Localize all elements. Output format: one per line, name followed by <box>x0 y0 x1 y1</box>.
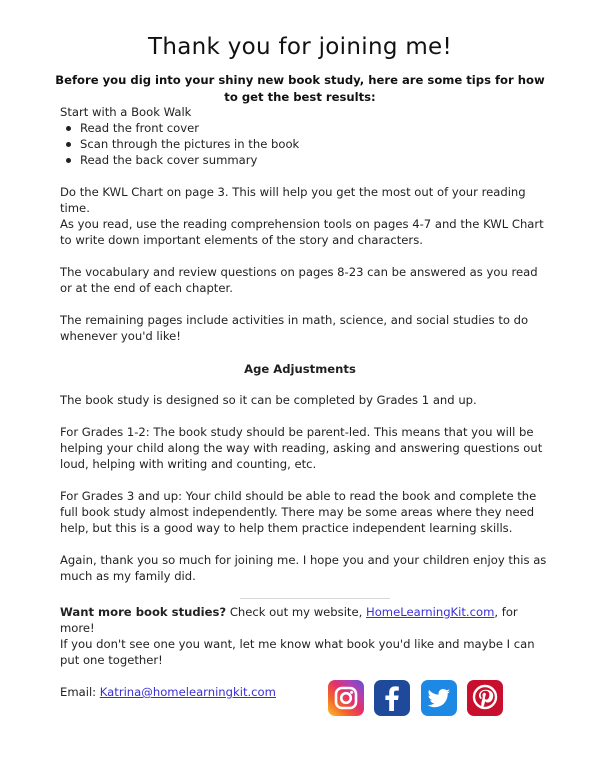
age-intro: The book study is designed so it can be completed by Grades 1 and up. <box>60 393 477 407</box>
social-icons <box>328 680 508 717</box>
tip-comprehension-tools: As you read, use the reading comprehension tools on pages 4-7 and the KWL Chart to write down important elements of the story and characters. <box>60 217 544 247</box>
list-item: Scan through the pictures in the book <box>60 136 540 152</box>
tip-remaining-pages: The remaining pages include activities in math, science, and social studies to do whenever you'd like! <box>60 313 529 343</box>
book-walk-list <box>60 120 540 168</box>
twitter-icon[interactable] <box>421 680 457 716</box>
tip-vocabulary: The vocabulary and review questions on pages 8-23 can be answered as you read or at the end of each chapter. <box>60 265 538 295</box>
email-link[interactable]: Katrina@homelearningkit.com <box>99 685 276 699</box>
request-text: If you don't see one you want, let me know what book you'd like and maybe I can put one together! <box>60 637 535 667</box>
age-adjustments-heading: Age Adjustments <box>244 362 356 376</box>
website-link[interactable]: HomeLearningKit.com <box>365 605 495 619</box>
bullet-icon <box>66 142 71 147</box>
list-item: Read the front cover <box>60 120 540 136</box>
divider <box>240 598 390 599</box>
email-line: Email: Katrina@homelearningkit.com <box>60 685 276 699</box>
instagram-icon[interactable] <box>328 680 364 716</box>
list-item: Read the back cover summary <box>60 152 540 168</box>
more-studies-text: Want more book studies? Check out my website, HomeLearningKit.com, for more! <box>60 605 518 635</box>
grades-3-up-text: For Grades 3 and up: Your child should be able to read the book and complete the full book study almost independently. There may be some areas where they need help, but this is a good way to help them practice independent learning skills. <box>60 489 537 535</box>
grades-1-2-text: For Grades 1-2: The book study should be parent-led. This means that you will be helping your child along the way with reading, asking and answering questions out loud, helping with writing and counting, etc. <box>60 425 543 471</box>
closing-text: Again, thank you so much for joining me. I hope you and your children enjoy this as much as my family did. <box>60 553 547 583</box>
bullet-icon <box>66 158 71 163</box>
more-studies-bold: Want more book studies? <box>60 605 227 619</box>
book-walk-heading: Start with a Book Walk <box>60 105 192 119</box>
page-title: Thank you for joining me! <box>147 34 453 60</box>
bullet-icon <box>66 126 71 131</box>
tip-kwl-chart: Do the KWL Chart on page 3. This will help you get the most out of your reading time. <box>60 185 526 215</box>
facebook-icon[interactable] <box>374 680 410 716</box>
page-subtitle: Before you dig into your shiny new book study, here are some tips for how to get the best results: <box>55 73 545 104</box>
pinterest-icon[interactable] <box>467 680 503 716</box>
